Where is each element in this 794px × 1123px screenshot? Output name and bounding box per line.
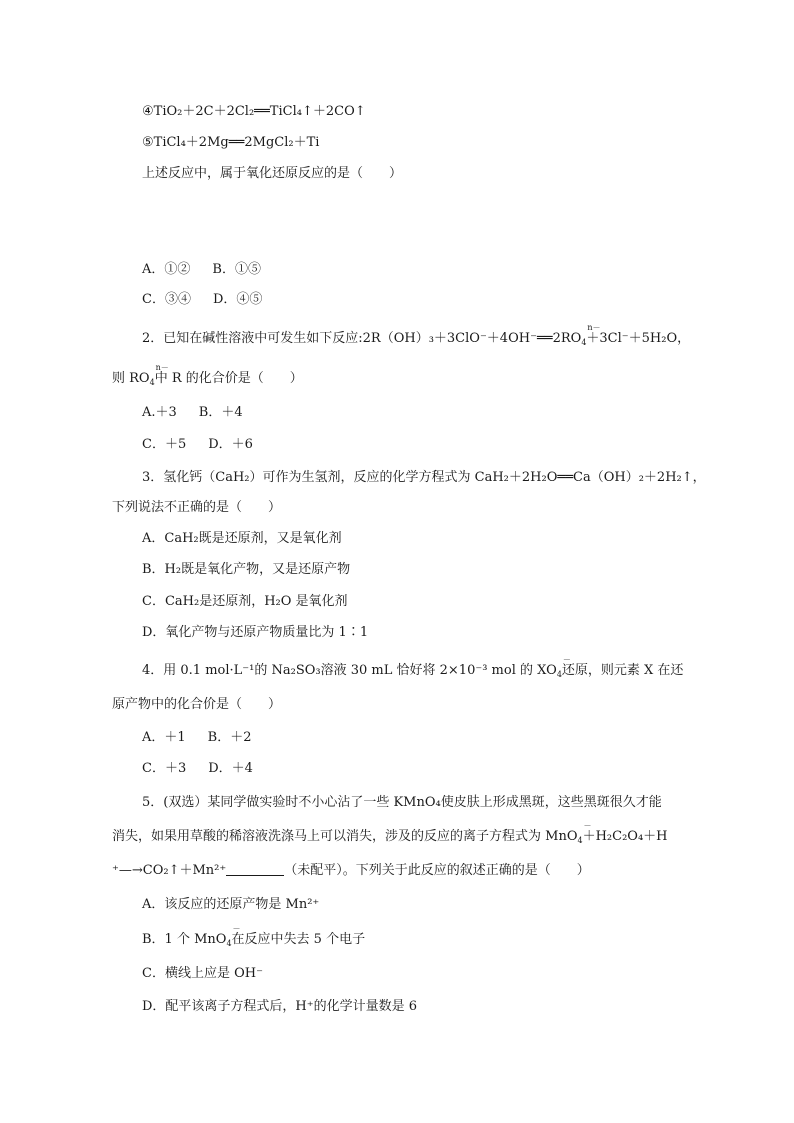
q1-option-c: C．③④ xyxy=(142,292,191,307)
q5-stem-text: 消失，如果用草酸的稀溶液洗涤马上可以消失，涉及的反应的离子方程式为 MnO xyxy=(112,829,578,844)
q1-option-d: D．④⑤ xyxy=(212,292,263,307)
q4-option-c: C．＋3 xyxy=(142,761,187,776)
q2-stem-text: 2．已知在碱性溶液中可发生如下反应:2R（OH）₃＋3ClO⁻＋4OH⁻══2RO xyxy=(142,331,582,346)
reaction-5: ⑤TiCl₄＋2Mg══2MgCl₂＋Ti xyxy=(142,135,320,150)
q2-option-b: B．＋4 xyxy=(198,405,243,420)
q5-option-d: D．配平该离子方程式后，H⁺的化学计量数是 6 xyxy=(142,999,418,1014)
question-1-prompt: 上述反应中，属于氧化还原反应的是（ ） xyxy=(142,166,403,181)
q1-options-row-1 xyxy=(142,261,261,279)
q3-option-d: D．氧化产物与还原产物质量比为 1∶1 xyxy=(142,625,369,640)
q5-stem-line-2 xyxy=(112,821,668,846)
q2-option-a: A.＋3 xyxy=(142,405,177,420)
q4-stem-line-2: 原产物中的化合价是（ ） xyxy=(112,697,282,712)
q4-options-row-1 xyxy=(142,729,252,747)
q2-stem-line-2 xyxy=(112,363,303,388)
q5-option-a: A．该反应的还原产物是 Mn²⁺ xyxy=(142,897,320,912)
q3-option-c: C．CaH₂是还原剂，H₂O 是氧化剂 xyxy=(142,594,348,609)
q4-stem-end: 还原，则元素 X 在还 xyxy=(561,663,684,678)
q2-stem-end: ＋3Cl⁻＋5H₂O， xyxy=(586,331,691,346)
q4-option-a: A．＋1 xyxy=(142,730,186,745)
q1-option-a: A．①② xyxy=(142,262,191,277)
reaction-4: ④TiO₂＋2C＋2Cl₂══TiCl₄↑＋2CO↑ xyxy=(142,104,366,119)
mno4-ion-mark-b: － $_4$ xyxy=(226,924,241,948)
q1-options-row-2 xyxy=(142,291,262,309)
q4-option-d: D．＋4 xyxy=(208,761,253,776)
q1-option-b: B．①⑤ xyxy=(212,262,261,277)
q3-stem-line-2: 下列说法不正确的是（ ） xyxy=(112,500,282,515)
q4-stem-line-1 xyxy=(142,655,684,680)
q5-question-text: （未配平）。下列关于此反应的叙述正确的是（ ） xyxy=(284,863,590,878)
ro4-ion-superscript: n－ $_4$ xyxy=(581,323,601,347)
q2-option-c: C．＋5 xyxy=(142,437,187,452)
q3-option-a: A．CaH₂既是还原剂，又是氧化剂 xyxy=(142,531,342,546)
q2-stem-line-1 xyxy=(142,323,691,348)
q4-option-b: B．＋2 xyxy=(207,730,252,745)
mno4-ion-mark: － $_4$ xyxy=(577,821,592,845)
q2-ro4-label: 则 RO xyxy=(112,371,150,386)
q5-option-b-post: 在反应中失去 5 个电子 xyxy=(231,932,366,947)
q3-stem-line-1: 3．氢化钙（CaH₂）可作为生氢剂，反应的化学方程式为 CaH₂＋2H₂O══Ca（OH）₂＋2H₂↑， xyxy=(142,470,706,485)
ro4-ion-mark: n－ $_4$ xyxy=(149,363,169,387)
q5-option-c: C．横线上应是 OH⁻ xyxy=(142,966,263,981)
q5-stem-end: ＋H₂C₂O₄＋H xyxy=(582,829,668,844)
xo4-ion-mark: － $_4$ xyxy=(556,655,571,679)
q5-stem-line-1: 5．(双选）某同学做实验时不小心沾了一些 KMnO₄使皮肤上形成黑斑，这些黑斑很久才能 xyxy=(142,795,662,810)
q2-options-row-1 xyxy=(142,404,243,422)
q5-option-b-pre: B．1 个 MnO xyxy=(142,932,227,947)
q5-option-b xyxy=(142,924,366,949)
q3-option-b: B．H₂既是氧化产物，又是还原产物 xyxy=(142,562,351,577)
q4-options-row-2 xyxy=(142,760,253,778)
q2-question-text: 中 R 的化合价是（ ） xyxy=(154,371,303,386)
q2-option-d: D．＋6 xyxy=(208,437,253,452)
q5-stem-line-3 xyxy=(112,862,590,880)
q2-options-row-2 xyxy=(142,436,253,454)
q5-equation-products: ⁺—→CO₂↑＋Mn²⁺ xyxy=(112,863,227,878)
q4-stem-text: 4．用 0.1 mol·L⁻¹的 Na₂SO₃溶液 30 mL 恰好将 2×10⁻³ mol 的 XO xyxy=(142,663,557,678)
answer-blank xyxy=(226,863,284,876)
